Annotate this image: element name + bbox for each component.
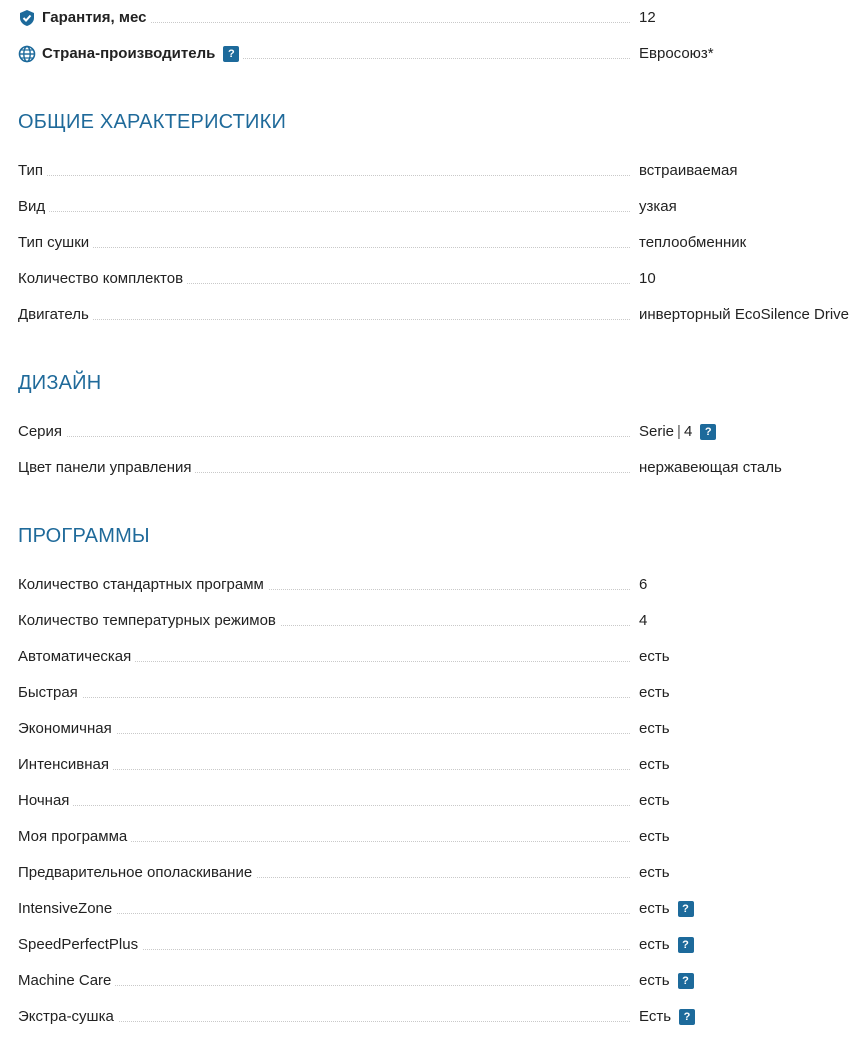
spec-row: [18, 1006, 861, 1030]
dotted-leader: [18, 805, 630, 806]
spec-label: [18, 9, 150, 27]
help-icon[interactable]: ?: [679, 1009, 695, 1025]
spec-label: Machine Care: [18, 972, 115, 990]
series-number: 4: [683, 423, 693, 440]
spec-value: есть: [639, 792, 670, 809]
spec-label: IntensiveZone: [18, 900, 116, 918]
spec-row: [18, 268, 861, 292]
series-separator: |: [677, 423, 681, 440]
spec-row: [18, 646, 861, 670]
spec-label: Экстра-сушка: [18, 1008, 118, 1026]
help-icon[interactable]: ?: [678, 901, 694, 917]
spec-row: [18, 574, 861, 598]
spec-value: 6: [639, 576, 648, 593]
spec-row: [18, 232, 861, 256]
spec-label: Тип сушки: [18, 234, 93, 252]
spec-value: есть: [639, 720, 670, 737]
spec-value: инверторный EcoSilence Drive: [639, 306, 850, 323]
spec-value: [639, 1008, 695, 1026]
dotted-leader: [18, 436, 630, 437]
spec-row: [18, 610, 861, 634]
spec-label: Моя программа: [18, 828, 131, 846]
spec-value: узкая: [639, 198, 677, 215]
spec-value: есть: [639, 684, 670, 701]
spec-value: есть: [639, 648, 670, 665]
spec-row: [18, 160, 861, 184]
globe-icon: [18, 45, 36, 63]
dotted-leader: [18, 211, 630, 212]
spec-label: Ночная: [18, 792, 73, 810]
spec-label: Двигатель: [18, 306, 93, 324]
spec-value: 10: [639, 270, 656, 287]
dotted-leader: [18, 319, 630, 320]
spec-row: [18, 934, 861, 958]
spec-value: встраиваемая: [639, 162, 738, 179]
spec-value: есть: [639, 864, 670, 881]
spec-label: Количество стандартных программ: [18, 576, 268, 594]
shield-check-icon: [18, 9, 36, 27]
spec-row: [18, 196, 861, 220]
spec-value: [639, 936, 694, 954]
help-icon[interactable]: ?: [678, 973, 694, 989]
spec-value: [639, 423, 716, 441]
spec-label: Количество температурных режимов: [18, 612, 280, 630]
help-icon[interactable]: ?: [223, 46, 239, 62]
spec-row: [18, 457, 861, 481]
spec-value: [639, 972, 694, 990]
section-title-programs: ПРОГРАММЫ: [18, 525, 150, 547]
spec-label: Вид: [18, 198, 49, 216]
warranty-label: Гарантия, мес: [42, 9, 147, 26]
spec-label: Быстрая: [18, 684, 82, 702]
spec-row: [18, 898, 861, 922]
spec-value: 4: [639, 612, 648, 629]
section-title-design: ДИЗАЙН: [18, 372, 102, 394]
spec-label: Интенсивная: [18, 756, 113, 774]
country-label: Страна-производитель: [42, 45, 216, 62]
spec-label: SpeedPerfectPlus: [18, 936, 142, 954]
help-icon[interactable]: ?: [700, 424, 716, 440]
spec-row: [18, 682, 861, 706]
country-value: Евросоюз*: [639, 45, 714, 62]
spec-value-text: Есть: [639, 1008, 672, 1025]
spec-label: Серия: [18, 423, 66, 441]
spec-value: есть: [639, 756, 670, 773]
series-name: Serie: [639, 423, 675, 440]
spec-value: нержавеющая сталь: [639, 459, 782, 476]
spec-label: Тип: [18, 162, 47, 180]
spec-label: Экономичная: [18, 720, 116, 738]
spec-label: Количество комплектов: [18, 270, 187, 288]
spec-value-text: есть: [639, 936, 670, 953]
spec-row-warranty: [18, 7, 861, 31]
spec-row: [18, 826, 861, 850]
spec-row: [18, 862, 861, 886]
warranty-value: 12: [639, 9, 656, 26]
spec-value-text: есть: [639, 972, 670, 989]
spec-value: есть: [639, 828, 670, 845]
dotted-leader: [18, 247, 630, 248]
spec-label: Предварительное ополаскивание: [18, 864, 256, 882]
spec-row: [18, 718, 861, 742]
dotted-leader: [18, 175, 630, 176]
spec-row: [18, 970, 861, 994]
spec-row: [18, 304, 861, 328]
dotted-leader: [18, 697, 630, 698]
spec-value: [639, 900, 694, 918]
spec-label: Цвет панели управления: [18, 459, 195, 477]
spec-row: [18, 421, 861, 445]
help-icon[interactable]: ?: [678, 937, 694, 953]
spec-label: [18, 45, 243, 63]
spec-value: теплообменник: [639, 234, 747, 251]
section-title-general: ОБЩИЕ ХАРАКТЕРИСТИКИ: [18, 111, 287, 133]
spec-row: [18, 754, 861, 778]
spec-row-country: [18, 43, 861, 67]
spec-label: Автоматическая: [18, 648, 135, 666]
spec-value-text: есть: [639, 900, 670, 917]
spec-row: [18, 790, 861, 814]
